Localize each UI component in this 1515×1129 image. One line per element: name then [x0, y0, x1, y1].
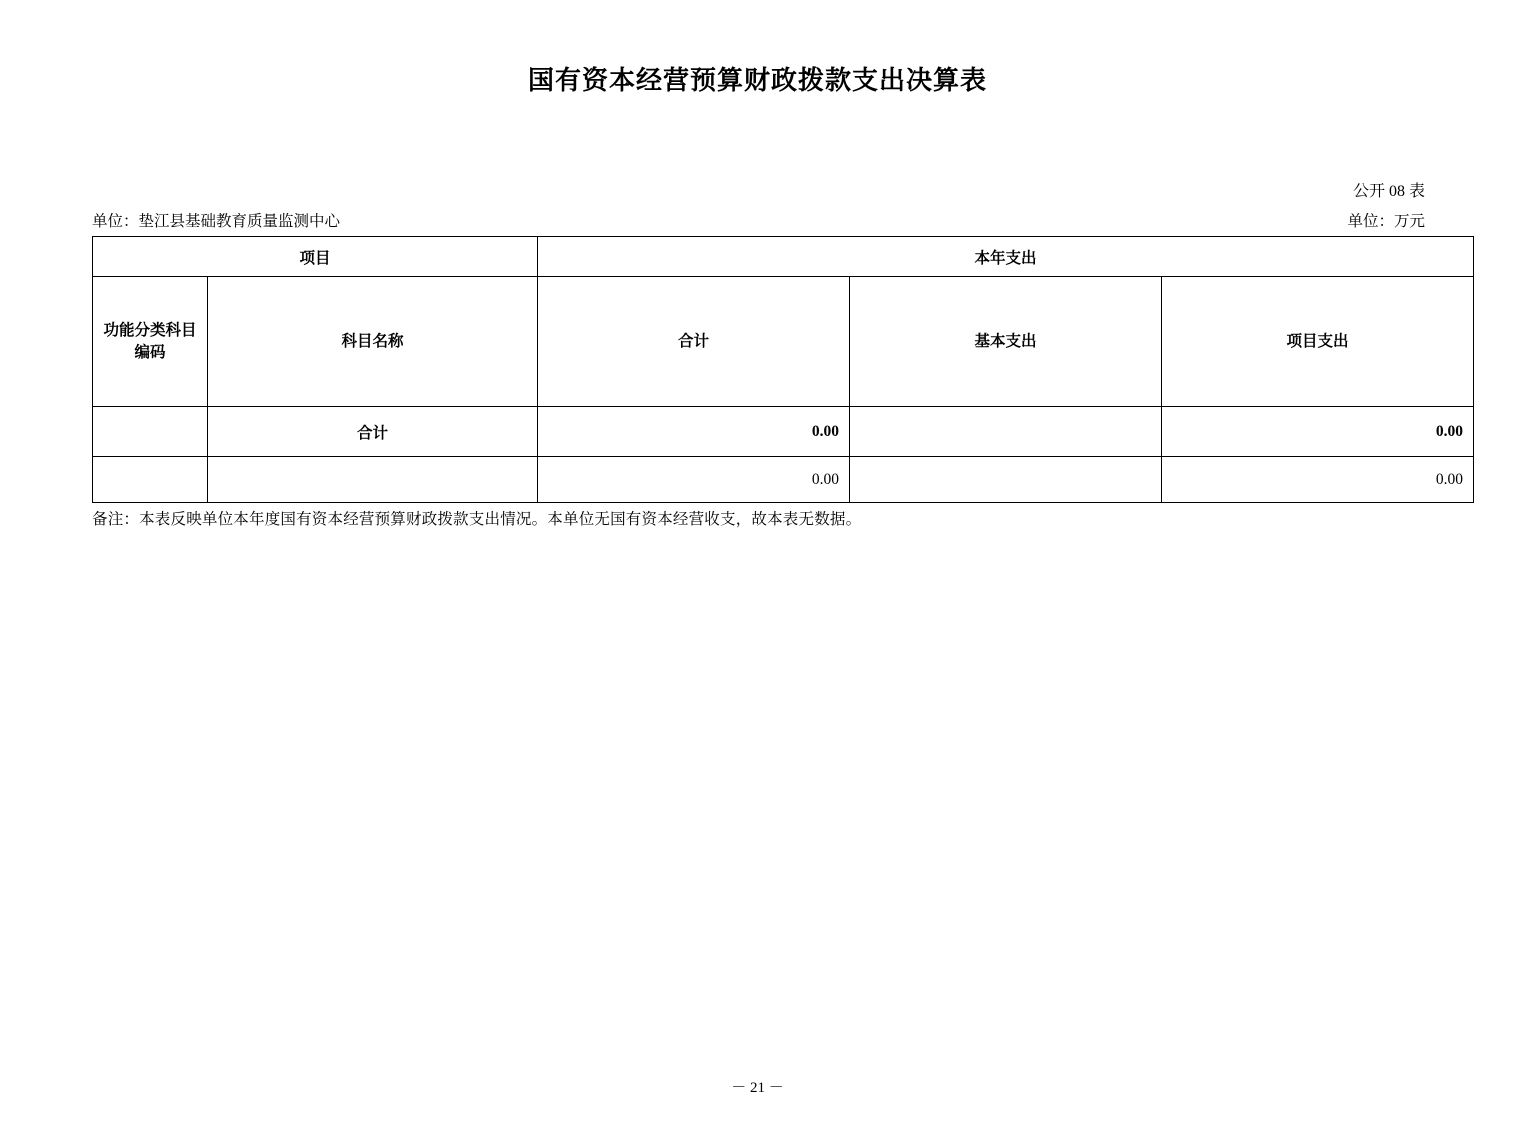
column-header-function-code: 功能分类科目编码	[93, 277, 208, 407]
cell-function-code	[93, 457, 208, 503]
cell-project-expenditure: 0.00	[1162, 407, 1474, 457]
column-header-subject-name: 科目名称	[208, 277, 538, 407]
amount-unit-label: 单位：万元	[1347, 213, 1425, 230]
cell-basic-expenditure	[850, 457, 1162, 503]
unit-label: 单位：垫江县基础教育质量监测中心	[92, 213, 341, 230]
group-header-current-year: 本年支出	[538, 237, 1474, 277]
cell-total: 0.00	[538, 457, 850, 503]
column-header-basic-expenditure: 基本支出	[850, 277, 1162, 407]
group-header-item: 项目	[93, 237, 538, 277]
expenditure-table	[92, 236, 1474, 503]
cell-total: 0.00	[538, 407, 850, 457]
meta-row	[92, 209, 1425, 231]
table-group-header-row	[93, 237, 1474, 277]
form-number: 公开 08 表	[1352, 183, 1425, 200]
column-header-project-expenditure: 项目支出	[1162, 277, 1474, 407]
page-title: 国有资本经营预算财政拨款支出决算表	[527, 66, 987, 95]
document-page	[0, 60, 1515, 1129]
table-column-header-row	[93, 277, 1474, 407]
page-number: － 21 －	[731, 1080, 784, 1096]
cell-subject-name	[208, 457, 538, 503]
cell-basic-expenditure	[850, 407, 1162, 457]
cell-project-expenditure: 0.00	[1162, 457, 1474, 503]
cell-subject-name: 合计	[208, 407, 538, 457]
table-row	[93, 407, 1474, 457]
column-header-total: 合计	[538, 277, 850, 407]
cell-function-code	[93, 407, 208, 457]
table-note: 备注：本表反映单位本年度国有资本经营预算财政拨款支出情况。本单位无国有资本经营收支，故本表无数据。	[92, 511, 862, 528]
table-row	[93, 457, 1474, 503]
